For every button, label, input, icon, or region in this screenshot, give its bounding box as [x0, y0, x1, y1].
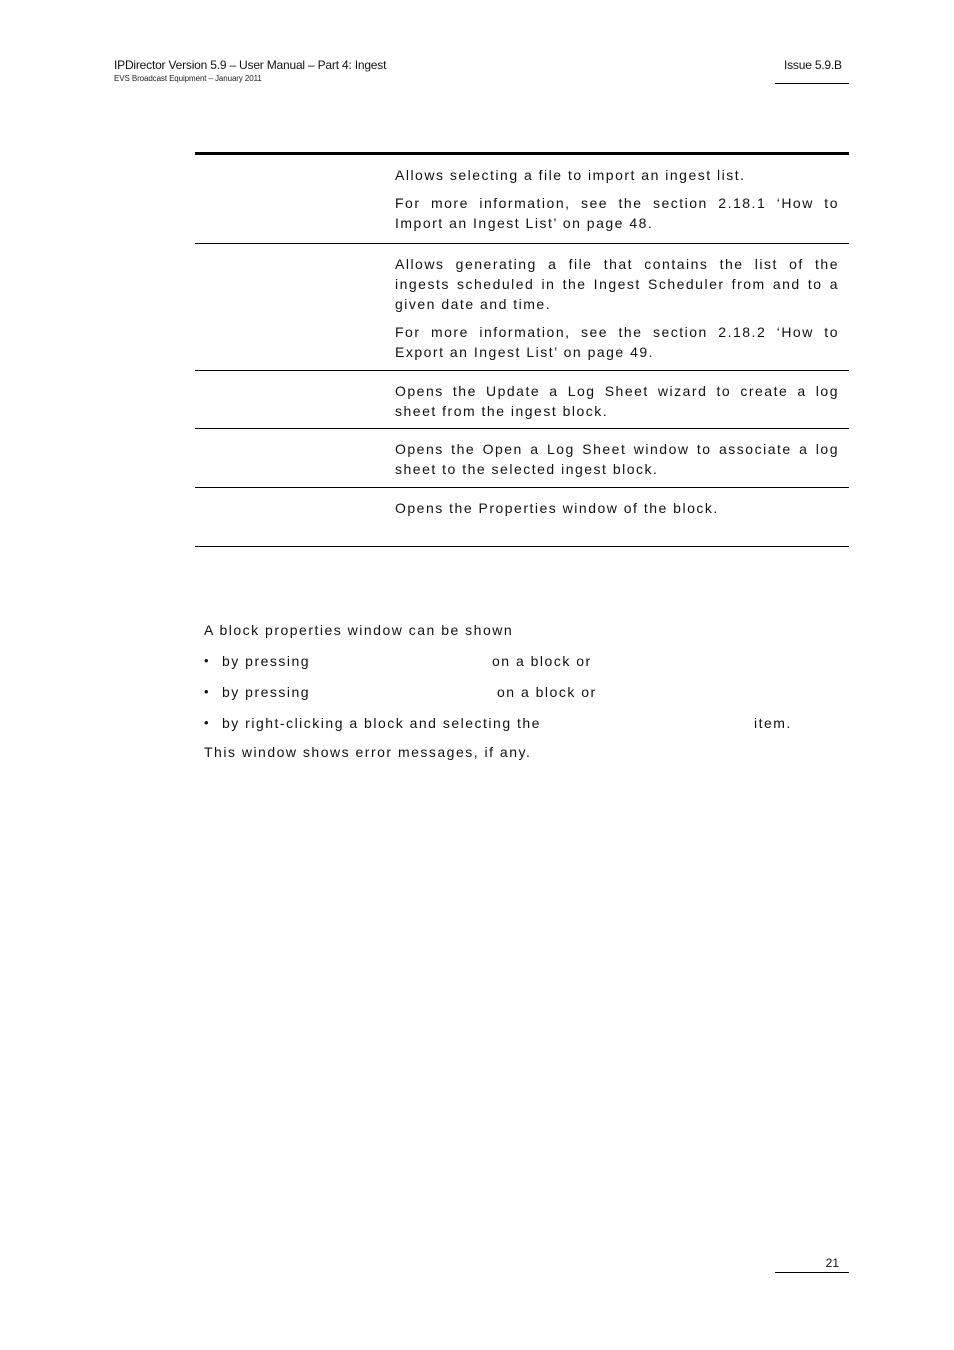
table-row-export: [195, 244, 849, 371]
description-text: For more information, see the section 2.18.2 ‘How to Export an Ingest List’ on page 49.: [395, 324, 839, 360]
page-number: 21: [825, 1256, 839, 1270]
table-row-open-log-sheet: [195, 429, 849, 488]
bullet-icon: •: [204, 715, 211, 730]
intro-paragraph: A block properties window can be shown: [204, 622, 514, 638]
list-item: [204, 713, 849, 733]
description-text: Opens the Open a Log Sheet window to associate a log sheet to the selected ingest block.: [395, 441, 839, 477]
block-properties-section: [204, 620, 849, 762]
document-subtitle: EVS Broadcast Equipment – January 2011: [114, 74, 262, 83]
description-text: Opens the Update a Log Sheet wizard to create a log sheet from the ingest block.: [395, 383, 839, 419]
issue-box: [775, 58, 849, 84]
bullet-text: by pressing: [222, 684, 311, 700]
bullet-text: by right-clicking a block and selecting the: [222, 715, 541, 731]
document-title: IPDirector Version 5.9 – User Manual – Part 4: Ingest: [114, 58, 387, 72]
description-text: Allows selecting a file to import an ingest list.: [395, 167, 746, 183]
bullet-suffix: on a block or: [492, 653, 592, 669]
closing-paragraph: This window shows error messages, if any.: [204, 744, 532, 760]
page-header: [114, 58, 386, 83]
bullet-suffix: on a block or: [497, 684, 597, 700]
table-row-import: [195, 155, 849, 244]
bullet-text: by pressing: [222, 653, 311, 669]
row-description: [395, 439, 839, 479]
list-item: [204, 682, 849, 702]
bullet-list: [204, 651, 849, 733]
description-text: Opens the Properties window of the block.: [395, 500, 719, 516]
row-description: [395, 254, 839, 362]
list-item: [204, 651, 849, 671]
row-description: [395, 165, 839, 233]
issue-label: Issue 5.9.B: [784, 58, 842, 72]
row-description: [395, 498, 839, 518]
command-table: [195, 152, 849, 547]
description-text: For more information, see the section 2.18.1 ‘How to Import an Ingest List’ on page 48.: [395, 195, 839, 231]
table-row-properties: [195, 488, 849, 547]
bullet-icon: •: [204, 653, 211, 668]
bullet-icon: •: [204, 684, 211, 699]
bullet-suffix: item.: [754, 715, 792, 731]
row-description: [395, 381, 839, 421]
page-footer: [775, 1256, 849, 1273]
table-row-update-log-sheet: [195, 371, 849, 429]
description-text: Allows generating a file that contains the list of the ingests scheduled in the Ingest Scheduler from and to a given date and time.: [395, 256, 839, 312]
